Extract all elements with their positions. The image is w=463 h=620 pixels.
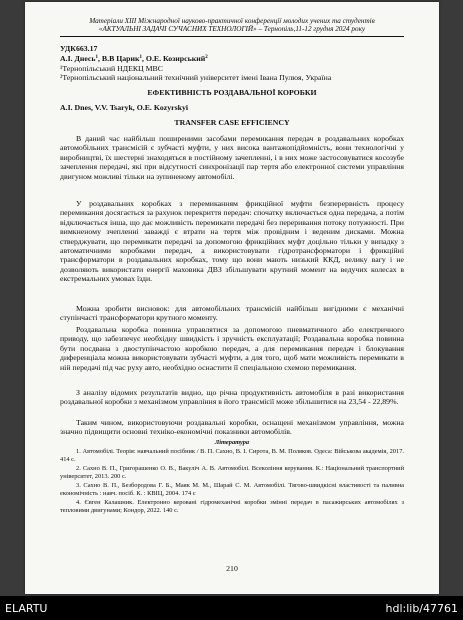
paragraph-5: З аналізу відомих результатів видно, що річна продуктивність автомобіля в разі використання роздавальної коробки з механізмом управління в його трансмісії може збільшитися на 23,54 - 22,89%. bbox=[60, 388, 404, 407]
affiliation-1: ¹Тернопільський НДЕКЦ МВС bbox=[60, 64, 163, 73]
reference-4: 4. Євген Калашник. Електронно керовані гідромеханічні коробки змінні передач в пасажирських автомобілях з тепловими двигунами; Кондор, 2022. 140 с. bbox=[60, 499, 404, 515]
paragraph-3: Можна зробити висновок: для автомобільних трансмісій найбільш вигідними є механічні ступінчасті трансформатори крутного моменту. bbox=[60, 304, 404, 323]
conference-header-line2: «АКТУАЛЬНІ ЗАДАЧІ СУЧАСНИХ ТЕХНОЛОГІЙ» – Тернопіль,11-12 грудня 2024 року bbox=[98, 25, 366, 33]
paragraph-1: В даний час найбільш поширеними засобами перемикання передач в роздавальних коробках автомобільних трансмісій є зубчасті муфти, у них висока вантажопідйомність, вони технологічні у виробництві, їх шестерні знаходяться в постійному зачепленні, і в них може застосовуватися косозубе зачеплення передачі, які при відсутності синхронізації пар тертя або електронної системи управління двигуном можливі тільки на зупиненому автомобілі. bbox=[60, 134, 404, 181]
footer-left-label: ELARTU bbox=[5, 602, 48, 615]
authors-ua bbox=[60, 54, 404, 63]
authors-en: A.I. Dnes, V.V. Tsaryk, O.E. Kozyrskyi bbox=[60, 103, 189, 112]
affiliation-2: ²Тернопільський національний технічний університет імені Івана Пулюя, Україна bbox=[60, 73, 332, 82]
reference-2: 2. Сахно В. П., Григорашенко О. В., Вакуліч А. В. Автомобілі. Всекоління керування. К.: Національний транспортний університет, 2013. 200 с. bbox=[60, 465, 404, 481]
author-3-affil: 2 bbox=[205, 55, 208, 60]
reference-3: 3. Сахно В. П., Безбородова Г. Б., Маяк М. М., Шарай С. М. Автомобілі. Тягово-швидкісні властивості та паливна економічність : навч. посіб. К. : КВІЦ, 2004. 174 с bbox=[60, 482, 404, 498]
header-rule bbox=[60, 36, 404, 37]
paragraph-4: Роздавальна коробка повинна управлятися за допомогою пневматичного або електричного приводу, що забезпечує необхідну швидкість і зручність експлуатації; Роздавальна коробка повинна бути посдвана з двоступінчастою коробкою передач, а для перемикання передач і блокування диференціала можна використовувати зубчасті муфти, а для того, щоб мати можливість перемикати в ній передачі під час руху авто, необхідно оснастити її спеціальною схемою перемикання. bbox=[60, 325, 404, 372]
author-3: , О.Е. Козирський bbox=[142, 54, 206, 63]
author-2: , В.В Царик bbox=[98, 54, 140, 63]
paragraph-2: У роздавальних коробках з перемиканням фрикційної муфти безперервність процесу перемикання досягається за рахунок перекриття передач: спочатку включається одна передача, а потім відключається інша, що дає можливість перемикати передачі без переривання потоку потужності. При вимкненому зчепленні заважді є втрати на тертя між провідним і веденим дисками. Можна стверджувати, що перемикати передачі за допомогою фрикційних муфт доцільно тільки у випадку з автоматичними коробками передач, а використовувати гідротрансформатори і фрикційні трансформатори в роздавальних коробках, тому що вони мають низький ККД, велику вагу і не дозволяють використати енергії маховика ДВЗ збільшувати крутний момент на ведучих колесах в екстремальних умовах їзди. bbox=[60, 199, 404, 284]
author-1-affil: 1 bbox=[95, 55, 99, 60]
title-ua: ЕФЕКТИВНІСТЬ РОЗДАВАЛЬНОЇ КОРОБКИ bbox=[147, 88, 317, 97]
author-2-affil: 1 bbox=[139, 55, 142, 60]
page-number: 210 bbox=[226, 564, 238, 573]
author-1: А.І. Днесь bbox=[60, 54, 96, 63]
footer-handle[interactable]: hdl:lib/47761 bbox=[385, 602, 458, 615]
references-title: Література bbox=[214, 439, 250, 446]
title-en: TRANSFER CASE EFFICIENCY bbox=[174, 118, 290, 127]
paper-page bbox=[25, 2, 439, 594]
reference-1: 1. Автомобілі. Теорія: навчальний посібник / В. П. Сахно, В. І. Сирота, В. М. Поляков. Одеса: Військова академія, 2017. 414 с. bbox=[60, 448, 404, 464]
paragraph-6: Таким чином, використовуючи роздавальні коробки, оснащені механізмом управління, можна значно підвищити основні техніко-економічні показники автомобілів. bbox=[60, 418, 404, 437]
repository-footer bbox=[0, 596, 463, 620]
conference-header-line1: Матеріали XIII Міжнародної науково-практичної конференції молодих учених та студентів bbox=[89, 17, 375, 25]
udc-code: УДК663.17 bbox=[60, 44, 98, 53]
